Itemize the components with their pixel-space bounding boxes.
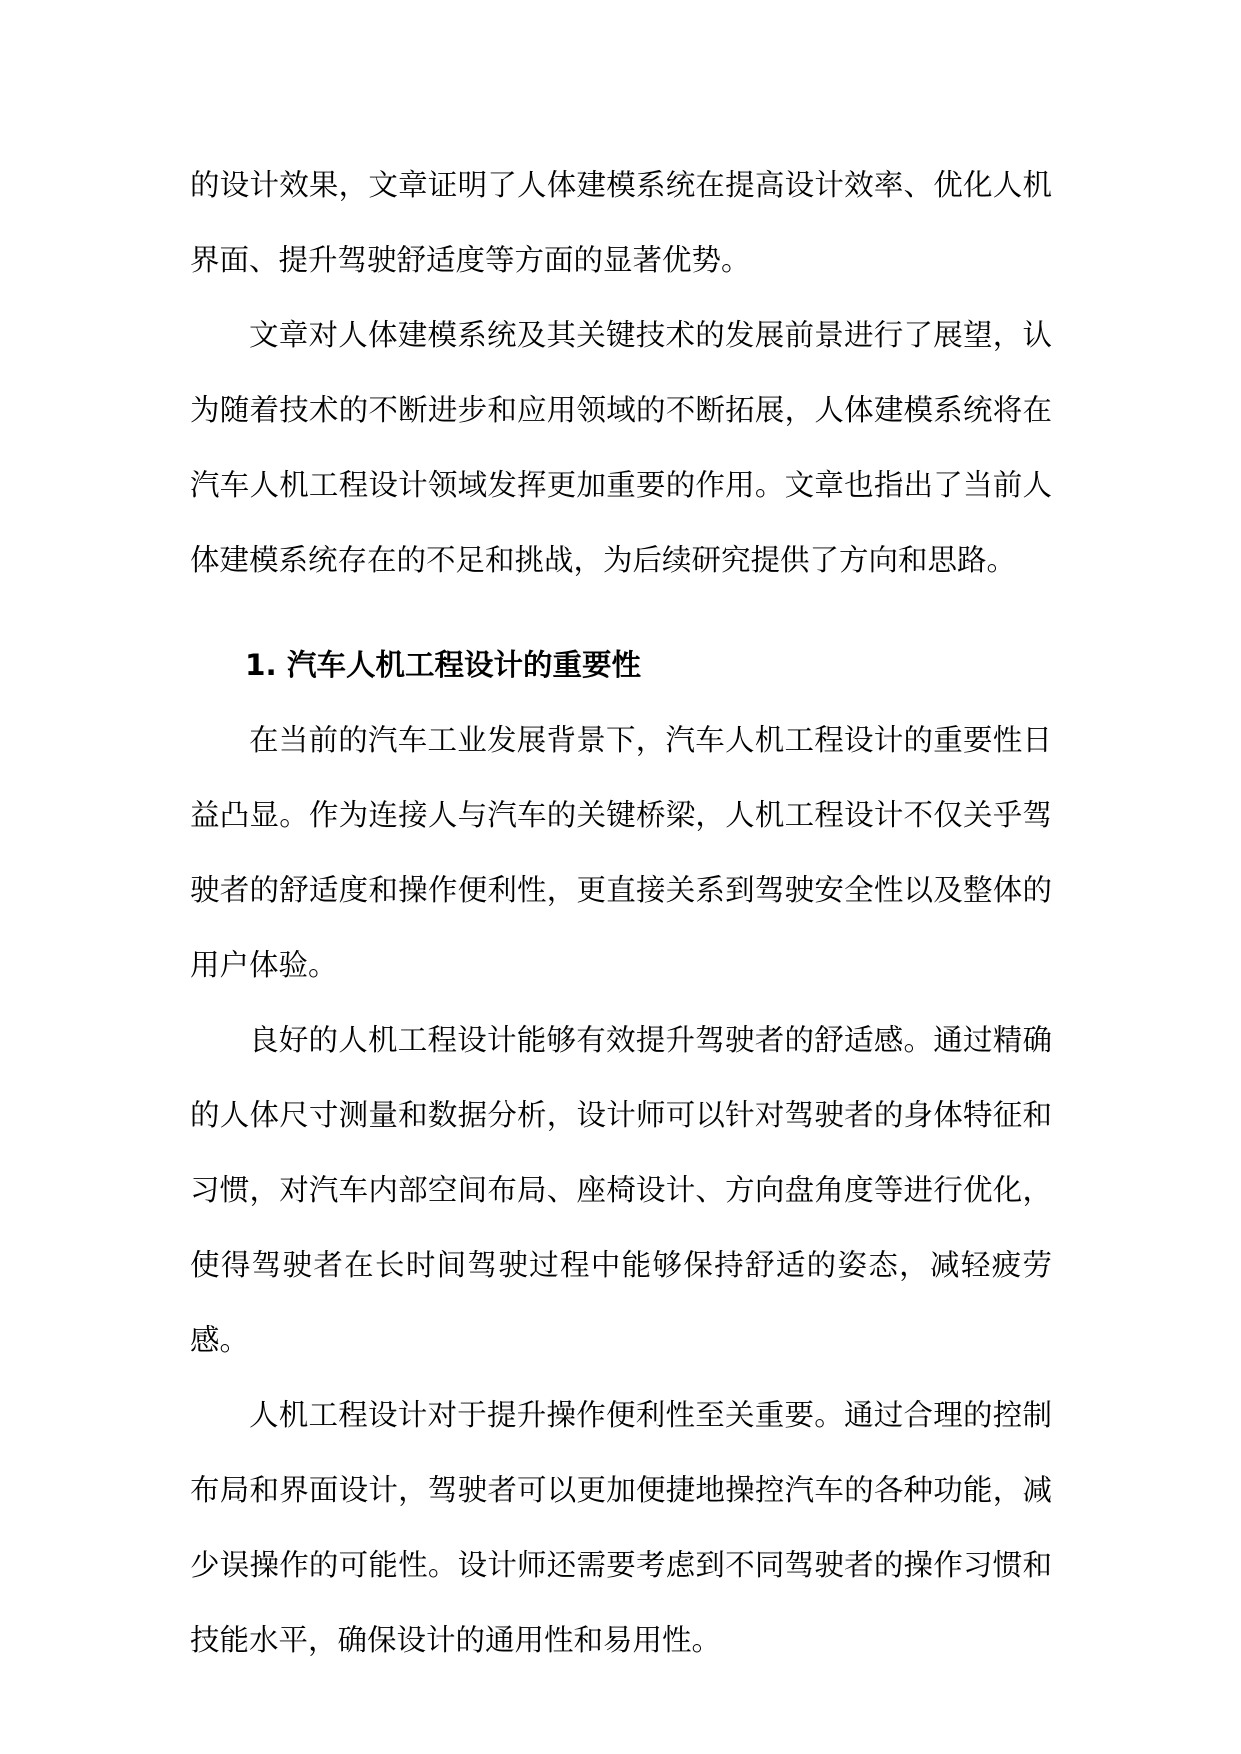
section-title: 汽车人机工程设计的重要性 [287,648,642,682]
document-body [190,148,1052,1678]
section-number: 1. [245,648,277,682]
paragraph-comfort: 良好的人机工程设计能够有效提升驾驶者的舒适感。通过精确的人体尺寸测量和数据分析，设计师可以针对驾驶者的身体特征和习惯，对汽车内部空间布局、座椅设计、方向盘角度等进行优化，使得驾驶者在长时间驾驶过程中能够保持舒适的姿态，减轻疲劳感。 [190,1023,1052,1357]
paragraph-importance: 在当前的汽车工业发展背景下，汽车人机工程设计的重要性日益凸显。作为连接人与汽车的关键桥梁，人机工程设计不仅关乎驾驶者的舒适度和操作便利性，更直接关系到驾驶安全性以及整体的用户体验。 [190,723,1052,982]
section-heading [190,628,1052,703]
paragraph-outlook: 文章对人体建模系统及其关键技术的发展前景进行了展望，认为随着技术的不断进步和应用领域的不断拓展，人体建模系统将在汽车人机工程设计领域发挥更加重要的作用。文章也指出了当前人体建模系统存在的不足和挑战，为后续研究提供了方向和思路。 [190,318,1052,577]
section-spacer [190,598,1052,628]
paragraph-operation: 人机工程设计对于提升操作便利性至关重要。通过合理的控制布局和界面设计，驾驶者可以更加便捷地操控汽车的各种功能，减少误操作的可能性。设计师还需要考虑到不同驾驶者的操作习惯和技能水平，确保设计的通用性和易用性。 [190,1398,1052,1657]
paragraph-continued: 的设计效果，文章证明了人体建模系统在提高设计效率、优化人机界面、提升驾驶舒适度等方面的显著优势。 [190,168,1052,277]
